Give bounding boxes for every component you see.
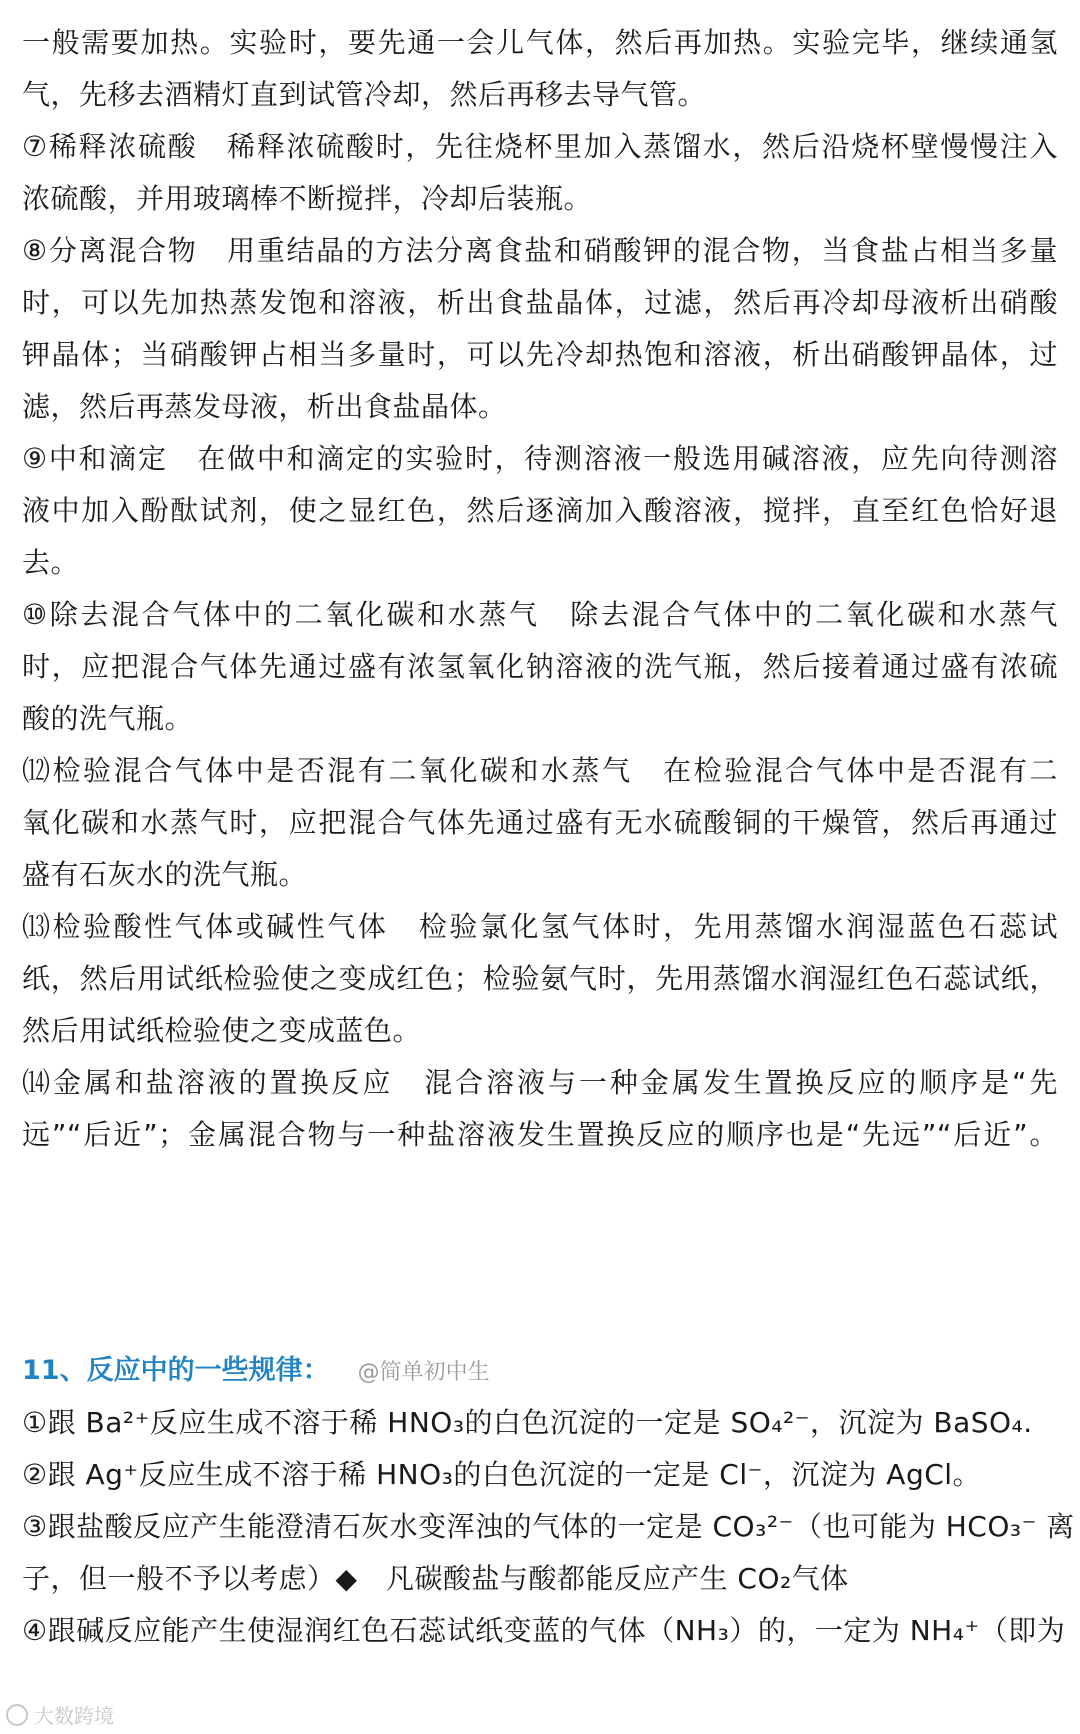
text-line: ⑩除去混合气体中的二氧化碳和水蒸气 除去混合气体中的二氧化碳和水蒸气: [22, 598, 1058, 631]
text-line: ⑿检验混合气体中是否混有二氧化碳和水蒸气 在检验混合气体中是否混有二: [22, 754, 1058, 787]
rule-line: ④跟碱反应能产生使湿润红色石蕊试纸变蓝的气体（NH₃）的，一定为 NH₄⁺（即为: [22, 1614, 1066, 1647]
text-line: 浓硫酸，并用玻璃棒不断搅拌，冷却后装瓶。: [22, 182, 593, 215]
text-line: 纸，然后用试纸检验使之变成红色；检验氨气时，先用蒸馏水润湿红色石蕊试纸，: [22, 962, 1058, 995]
text-line: 一般需要加热。实验时，要先通一会儿气体，然后再加热。实验完毕，继续通氢: [22, 26, 1058, 59]
text-line: 时，可以先加热蒸发饱和溶液，析出食盐晶体，过滤，然后再冷却母液析出硝酸: [22, 286, 1058, 319]
watermark-text: 大数跨境: [34, 1704, 114, 1728]
text-line: 气，先移去酒精灯直到试管冷却，然后再移去导气管。: [22, 78, 707, 111]
watermark-logo: [6, 1700, 114, 1729]
text-line: 时，应把混合气体先通过盛有浓氢氧化钠溶液的洗气瓶，然后接着通过盛有浓硫: [22, 650, 1058, 683]
author-credit: @简单初中生: [357, 1360, 490, 1385]
rule-line: ②跟 Ag⁺反应生成不溶于稀 HNO₃的白色沉淀的一定是 Cl⁻，沉淀为 AgCl。: [22, 1458, 982, 1491]
text-line: 去。: [22, 546, 80, 579]
text-line: 氧化碳和水蒸气时，应把混合气体先通过盛有无水硫酸铜的干燥管，然后再通过: [22, 806, 1058, 839]
text-line: 钾晶体；当硝酸钾占相当多量时，可以先冷却热饱和溶液，析出硝酸钾晶体，过: [22, 338, 1058, 371]
text-line: ⒁金属和盐溶液的置换反应 混合溶液与一种金属发生置换反应的顺序是“先: [22, 1066, 1058, 1099]
text-line: ⒀检验酸性气体或碱性气体 检验氯化氢气体时，先用蒸馏水润湿蓝色石蕊试: [22, 910, 1058, 943]
section-title: 11、反应中的一些规律：: [22, 1355, 330, 1386]
text-line: ⑨中和滴定 在做中和滴定的实验时，待测溶液一般选用碱溶液，应先向待测溶: [22, 442, 1058, 475]
text-line: 然后用试纸检验使之变成蓝色。: [22, 1014, 422, 1047]
text-line: 远”“后近”；金属混合物与一种盐溶液发生置换反应的顺序也是“先远”“后近”。: [22, 1118, 1058, 1151]
section-heading: [22, 1354, 490, 1390]
text-line: 液中加入酚酞试剂，使之显红色，然后逐滴加入酸溶液，搅拌，直至红色恰好退: [22, 494, 1058, 527]
rule-line: ①跟 Ba²⁺反应生成不溶于稀 HNO₃的白色沉淀的一定是 SO₄²⁻，沉淀为 BaSO₄.: [22, 1406, 1033, 1439]
text-line: 盛有石灰水的洗气瓶。: [22, 858, 308, 891]
rule-line: ③跟盐酸反应产生能澄清石灰水变浑浊的气体的一定是 CO₃²⁻（也可能为 HCO₃⁻ 离: [22, 1510, 1075, 1543]
text-line: ⑦稀释浓硫酸 稀释浓硫酸时，先往烧杯里加入蒸馏水，然后沿烧杯壁慢慢注入: [22, 130, 1058, 163]
text-line: 酸的洗气瓶。: [22, 702, 194, 735]
rule-line: 子，但一般不予以考虑）◆ 凡碳酸盐与酸都能反应产生 CO₂气体: [22, 1562, 849, 1595]
logo-icon: [6, 1704, 28, 1726]
text-line: 滤，然后再蒸发母液，析出食盐晶体。: [22, 390, 507, 423]
text-line: ⑧分离混合物 用重结晶的方法分离食盐和硝酸钾的混合物，当食盐占相当多量: [22, 234, 1058, 267]
